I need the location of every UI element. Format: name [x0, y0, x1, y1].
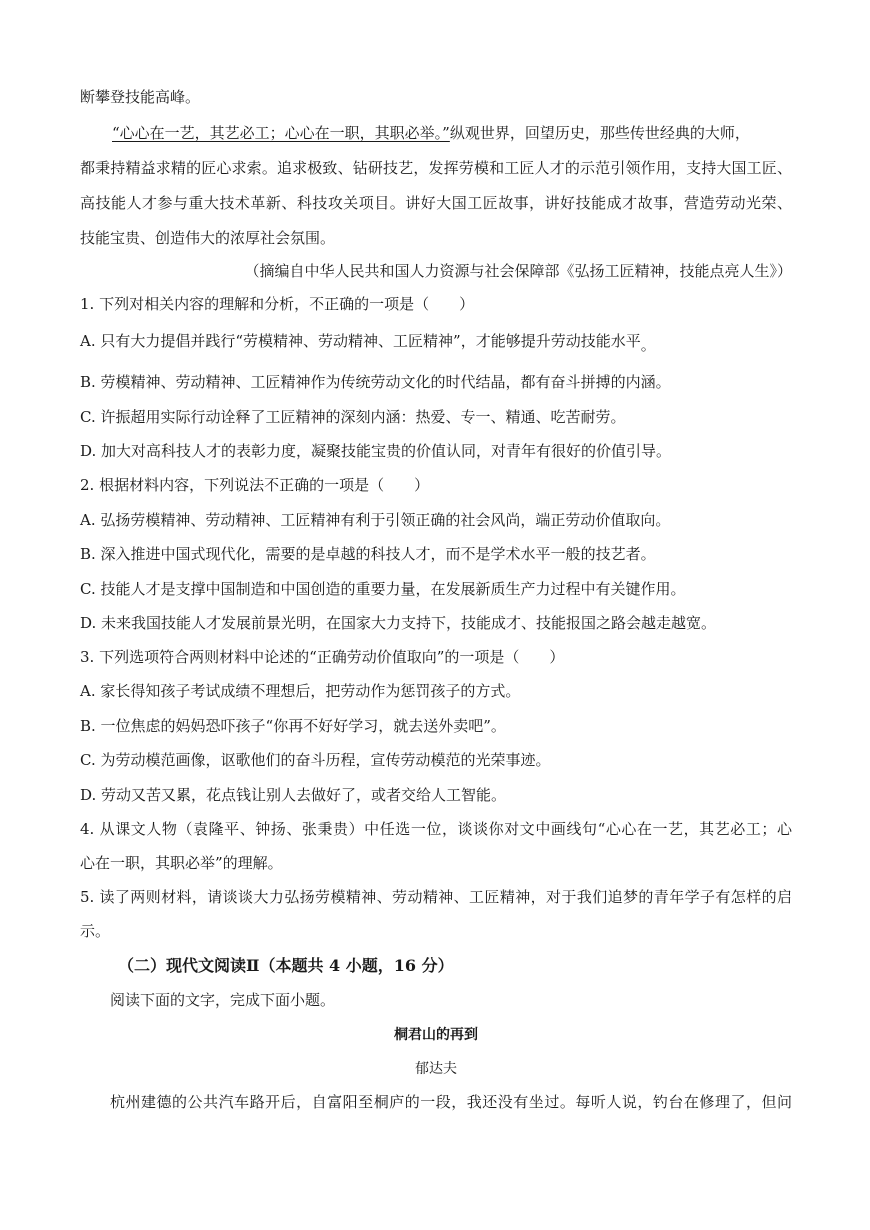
- option-1c: C. 许振超用实际行动诠释了工匠精神的深刻内涵：热爱、专一、精通、吃苦耐劳。: [80, 408, 626, 426]
- option-2c: C. 技能人才是支撑中国制造和中国创造的重要力量，在发展新质生产力过程中有关键作用。: [80, 580, 686, 598]
- underlined-quote: “心心在一艺，其艺必工；心心在一职，其职必举。”: [112, 124, 450, 142]
- option-1a: [80, 330, 792, 352]
- option-3c: C. 为劳动模范画像，讴歌他们的奋斗历程，宣传劳动模范的光荣事迹。: [80, 751, 551, 769]
- option-1b: B. 劳模精神、劳动精神、工匠精神作为传统劳动文化的时代结晶，都有奋斗拼搏的内涵。: [80, 373, 671, 391]
- question-4: 4. 从课文人物（袁隆平、钟扬、张秉贵）中任选一位，谈谈你对文中画线句“心心在一艺，其艺必工；心: [80, 820, 792, 838]
- section-heading: （二）现代文阅读Ⅱ（本题共 4 小题，16 分）: [118, 956, 454, 975]
- option-3b: B. 一位焦虑的妈妈恐吓孩子“你再不好好学习，就去送外卖吧”。: [80, 717, 506, 735]
- passage-line: 断攀登技能高峰。: [80, 88, 201, 106]
- option-3a: A. 家长得知孩子考试成绩不理想后，把劳动作为惩罚孩子的方式。: [80, 682, 521, 700]
- option-2a: A. 弘扬劳模精神、劳动精神、工匠精神有利于引领正确的社会风尚，端正劳动价值取向。: [80, 511, 671, 529]
- question-2: 2. 根据材料内容，下列说法不正确的一项是（ ）: [80, 476, 430, 494]
- passage-line: 高技能人才参与重大技术革新、科技攻关项目。讲好大国工匠故事，讲好技能成才故事，营造劳动光荣、: [80, 194, 792, 212]
- passage-line: [112, 122, 792, 144]
- option-2b: B. 深入推进中国式现代化，需要的是卓越的科技人才，而不是学术水平一般的技艺者。: [80, 545, 656, 563]
- section-instruction: 阅读下面的文字，完成下面小题。: [110, 991, 336, 1009]
- article-author: 郁达夫: [415, 1061, 457, 1077]
- article-first-line: 杭州建德的公共汽车路开后，自富阳至桐庐的一段，我还没有坐过。每听人说，钓台在修理了，但问: [110, 1093, 792, 1111]
- question-5-cont: 示。: [80, 922, 111, 940]
- passage-line: 技能宝贵、创造伟大的浓厚社会氛围。: [80, 229, 336, 247]
- option-3d: D. 劳动又苦又累，花点钱让别人去做好了，或者交给人工智能。: [80, 786, 507, 804]
- passage-line: 都秉持精益求精的匠心求索。追求极致、钻研技艺，发挥劳模和工匠人才的示范引领作用，支持大国工匠、: [80, 159, 792, 177]
- question-5: 5. 读了两则材料，请谈谈大力弘扬劳模精神、劳动精神、工匠精神，对于我们追梦的青年学子有怎样的启: [80, 888, 792, 906]
- option-period: 。: [640, 336, 656, 354]
- question-3: 3. 下列选项符合两则材料中论述的“正确劳动价值取向”的一项是（ ）: [80, 648, 565, 666]
- option-1d: D. 加大对高科技人才的表彰力度，凝聚技能宝贵的价值认同，对青年有很好的价值引导。: [80, 442, 672, 460]
- article-title: 桐君山的再到: [394, 1027, 478, 1043]
- option-text: A. 只有大力提倡并践行“劳模精神、劳动精神、工匠精神”，才能够提升劳动技能水平: [80, 332, 641, 350]
- question-4-cont: 心在一职，其职必举”的理解。: [80, 854, 283, 872]
- passage-text: 纵观世界，回望历史，那些传世经典的大师，: [449, 124, 750, 142]
- source-citation: （摘编自中华人民共和国人力资源与社会保障部《弘扬工匠精神，技能点亮人生》）: [244, 262, 792, 280]
- question-1: 1. 下列对相关内容的理解和分析，不正确的一项是（ ）: [80, 295, 475, 313]
- option-2d: D. 未来我国技能人才发展前景光明，在国家大力支持下，技能成才、技能报国之路会越走越宽。: [80, 614, 717, 632]
